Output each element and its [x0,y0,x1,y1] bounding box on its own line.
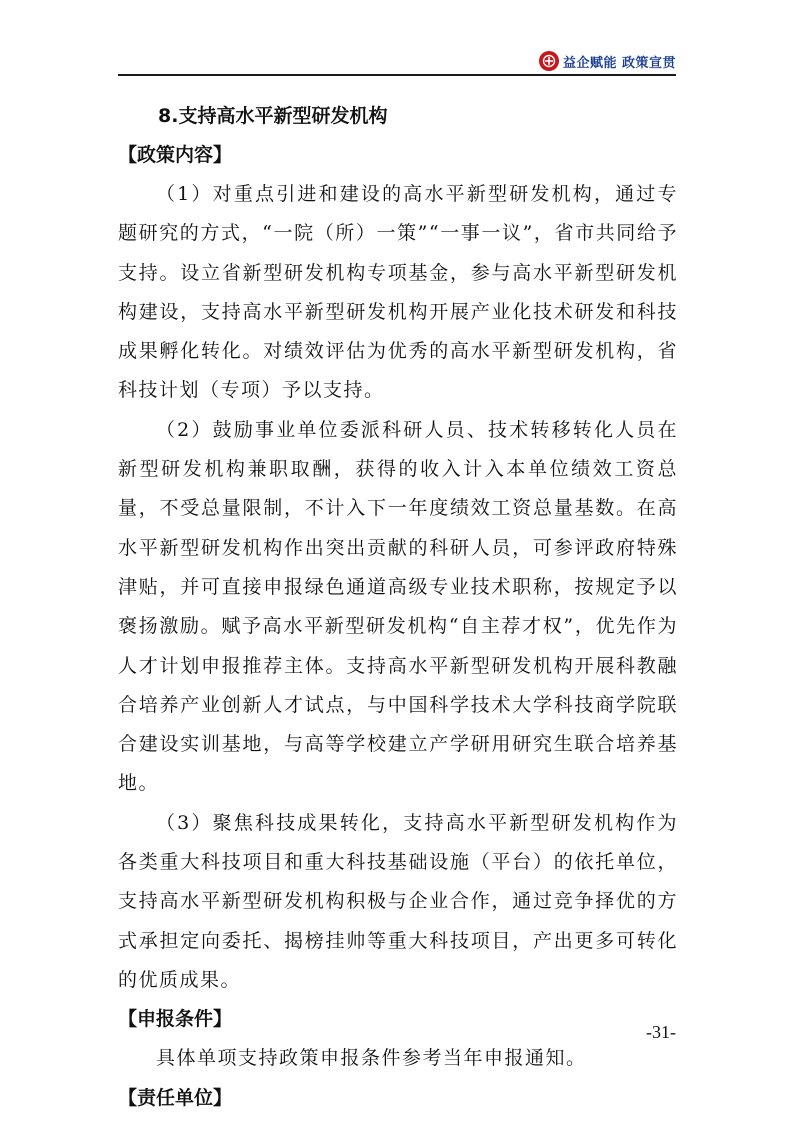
policy-paragraph-1: （1）对重点引进和建设的高水平新型研发机构，通过专题研究的方式，“一院（所）一策”“一事一议”，省市共同给予支持。设立省新型研发机构专项基金，参与高水平新型研发机构建设，支持高水平新型研发机构开展产业化技术研发和科技成果孵化转化。对绩效评估为优秀的高水平新型研发机构，省科技计划（专项）予以支持。 [118,183,678,402]
application-conditions-text: 具体单项支持政策申报条件参考当年申报通知。 [156,1047,587,1070]
section-title: 8.支持高水平新型研发机构 [158,105,388,127]
policy-paragraph-3: （3）聚焦科技成果转化，支持高水平新型研发机构作为各类重大科技项目和重大科技基础设施（平台）的依托单位，支持高水平新型研发机构积极与企业合作，通过竞争择优的方式承担定向委托、揭榜挂帅等重大科技项目，产出更多可转化的优质成果。 [118,811,678,991]
header-divider [118,74,676,76]
application-conditions-heading: 【申报条件】 [118,1008,233,1031]
header-brand [539,50,676,72]
document-body [118,96,678,1118]
responsible-unit-heading: 【责任单位】 [118,1086,233,1109]
policy-content-heading: 【政策内容】 [118,144,233,166]
company-logo-icon [539,51,559,71]
policy-paragraph-2: （2）鼓励事业单位委派科研人员、技术转移转化人员在新型研发机构兼职取酬，获得的收入计入本单位绩效工资总量，不受总量限制，不计入下一年度绩效工资总量基数。在高水平新型研发机构作出突出贡献的科研人员，可参评政府特殊津贴，并可直接申报绿色通道高级专业技术职称，按规定予以褒扬激励。赋予高水平新型研发机构“自主荐才权”，优先作为人才计划申报推荐主体。支持高水平新型研发机构开展科教融合培养产业创新人才试点，与中国科学技术大学科技商学院联合建设实训基地，与高等学校建立产学研用研究生联合培养基地。 [118,418,678,795]
brand-text: 益企赋能 政策宣贯 [562,55,676,71]
page-number: -31- [646,1022,676,1042]
